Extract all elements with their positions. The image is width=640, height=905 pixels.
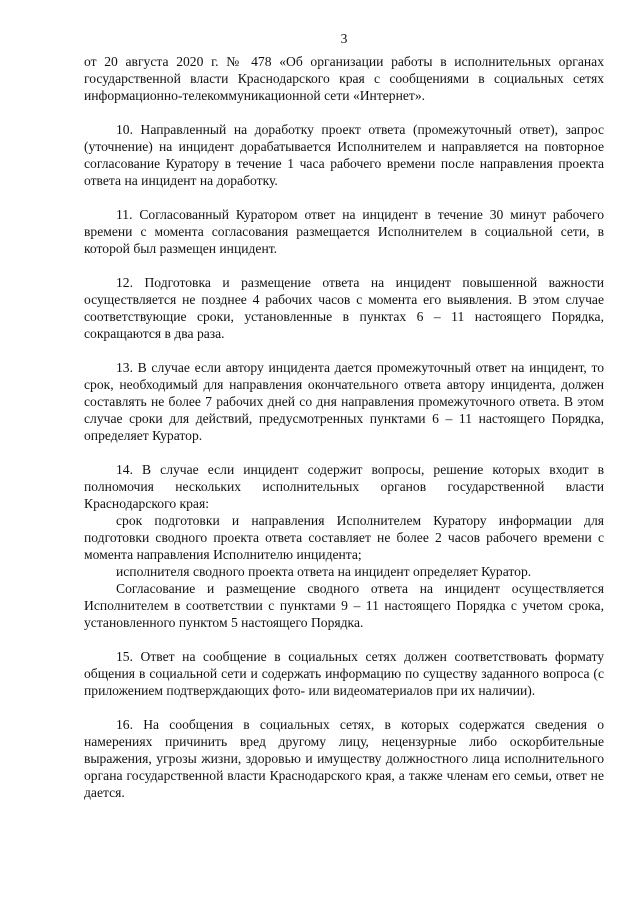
paragraph-gap: [84, 104, 604, 121]
paragraph-gap: [84, 342, 604, 359]
paragraph-14-item-3: Согласование и размещение сводного ответа на инцидент осуществляется Исполнителем в соответствии с пунктами 9 – 11 настоящего Порядка с учетом срока, установленного пунктом 5 настоящего Порядка.: [84, 581, 604, 630]
paragraph-11: 11. Согласованный Куратором ответ на инцидент в течение 30 минут рабочего времени с момента согласования размещается Исполнителем в социальной сети, в которой был размещен инцидент.: [84, 207, 604, 256]
paragraph-gap: [84, 631, 604, 648]
paragraph-12: 12. Подготовка и размещение ответа на инцидент повышенной важности осуществляется не позднее 4 рабочих часов с момента его выявления. В этом случае соответствующие сроки, установленные в пунктах 6 – 11 настоящего Порядка, сокращаются в два раза.: [84, 275, 604, 341]
paragraph-14-item-1: срок подготовки и направления Исполнителем Куратору информации для подготовки сводного проекта ответа составляет не более 2 часов рабочего времени с момента направления Исполнителю инцидента;: [84, 513, 604, 562]
paragraph-14: 14. В случае если инцидент содержит вопросы, решение которых входит в полномочия нескольких исполнительных органов государственной власти Краснодарского края:: [84, 462, 604, 511]
paragraph-14-item-2: исполнителя сводного проекта ответа на инцидент определяет Куратор.: [116, 564, 532, 579]
paragraph-13: 13. В случае если автору инцидента дается промежуточный ответ на инцидент, то срок, необходимый для направления окончательного ответа автору инцидента, должен составлять не более 7 рабочих дней со дня направления промежуточного ответа. В этом случае сроки для действий, предусмотренных пунктами 6 – 11 настоящего Порядка, определяет Куратор.: [84, 360, 604, 443]
paragraph-16: 16. На сообщения в социальных сетях, в которых содержатся сведения о намерениях причинить вред другому лицу, нецензурные либо оскорбительные выражения, угрозы жизни, здоровью и имуществу должностного лица исполнительного органа государственной власти Краснодарского края, а также членам его семьи, ответ не дается.: [84, 717, 604, 800]
paragraph-gap: [84, 444, 604, 461]
paragraph-gap: [84, 699, 604, 716]
paragraph-gap: [84, 189, 604, 206]
paragraph-15: 15. Ответ на сообщение в социальных сетях должен соответствовать формату общения в социальной сети и содержать информацию по существу заданного вопроса (с приложением подтверждающих фото- или видеоматериалов при их наличии).: [84, 649, 604, 698]
document-page: [84, 30, 604, 801]
paragraph-10: 10. Направленный на доработку проект ответа (промежуточный ответ), запрос (уточнение) на инцидент дорабатывается Исполнителем и направляется на повторное согласование Куратору в течение 1 часа рабочего времени после направления проекта ответа на инцидент на доработку.: [84, 122, 604, 188]
paragraph-gap: [84, 257, 604, 274]
page-number: 3: [340, 31, 348, 46]
paragraph-continuation: от 20 августа 2020 г. № 478 «Об организации работы в исполнительных органах государственной власти Краснодарского края с сообщениями в социальных сетях информационно-телекоммуникационной сети «Интернет».: [84, 54, 604, 103]
